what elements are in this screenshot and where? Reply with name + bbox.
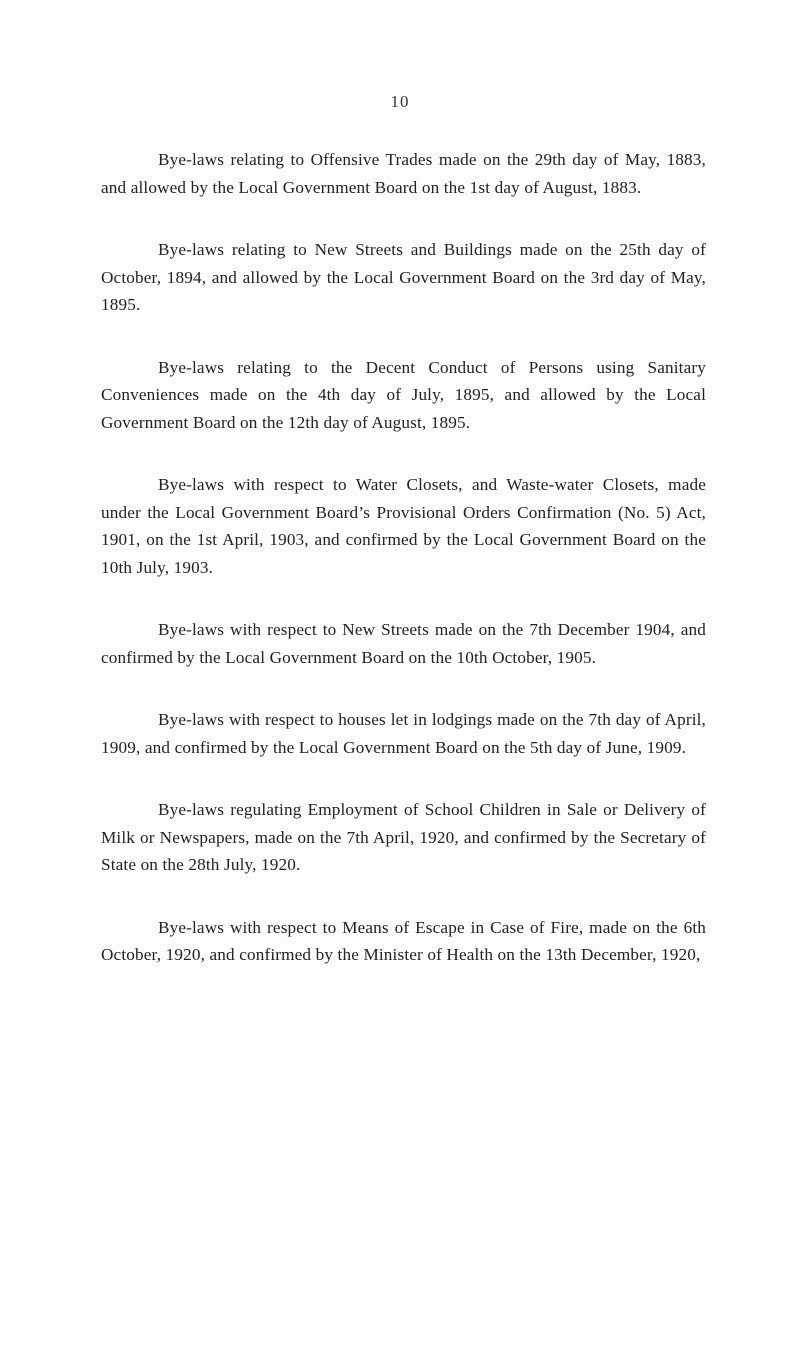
bye-law-means-of-escape: Bye-laws with respect to Means of Escape in Case of Fire, made on the 6th October, 1920, and confirmed by the Minister of Health on the 13th December, 1920, bbox=[101, 917, 706, 964]
bye-law-offensive-trades: Bye-laws relating to Offensive Trades made on the 29th day of May, 1883, and allowed by the Local Government Board on the 1st day of August, 1883. bbox=[101, 150, 706, 197]
bye-law-sanitary-conveniences: Bye-laws relating to the Decent Conduct of Persons using Sanitary Conveniences made on the 4th day of July, 1895, and allowed by the Local Government Board on the 12th day of August, 1895. bbox=[101, 357, 706, 432]
bye-law-new-streets: Bye-laws with respect to New Streets made on the 7th December 1904, and confirmed by the Local Government Board on the 10th October, 1905. bbox=[101, 620, 706, 667]
bye-law-water-closets: Bye-laws with respect to Water Closets, and Waste-water Closets, made under the Local Government Board’s Provisional Orders Confirmation (No. 5) Act, 1901, on the 1st April, 1903, and confirmed by the Local Government Board on the 10th July, 1903. bbox=[101, 475, 706, 577]
bye-law-new-streets-buildings: Bye-laws relating to New Streets and Buildings made on the 25th day of October, 1894, and allowed by the Local Government Board on the 3rd day of May, 1895. bbox=[101, 240, 706, 314]
bye-law-school-children: Bye-laws regulating Employment of School Children in Sale or Delivery of Milk or Newspapers, made on the 7th April, 1920, and confirmed by the Secretary of State on the 28th July, 1920. bbox=[101, 800, 706, 874]
page-number: 10 bbox=[390, 92, 410, 111]
bye-law-lodgings: Bye-laws with respect to houses let in lodgings made on the 7th day of April, 1909, and confirmed by the Local Government Board on the 5th day of June, 1909. bbox=[101, 710, 706, 757]
document-body bbox=[101, 146, 706, 1004]
